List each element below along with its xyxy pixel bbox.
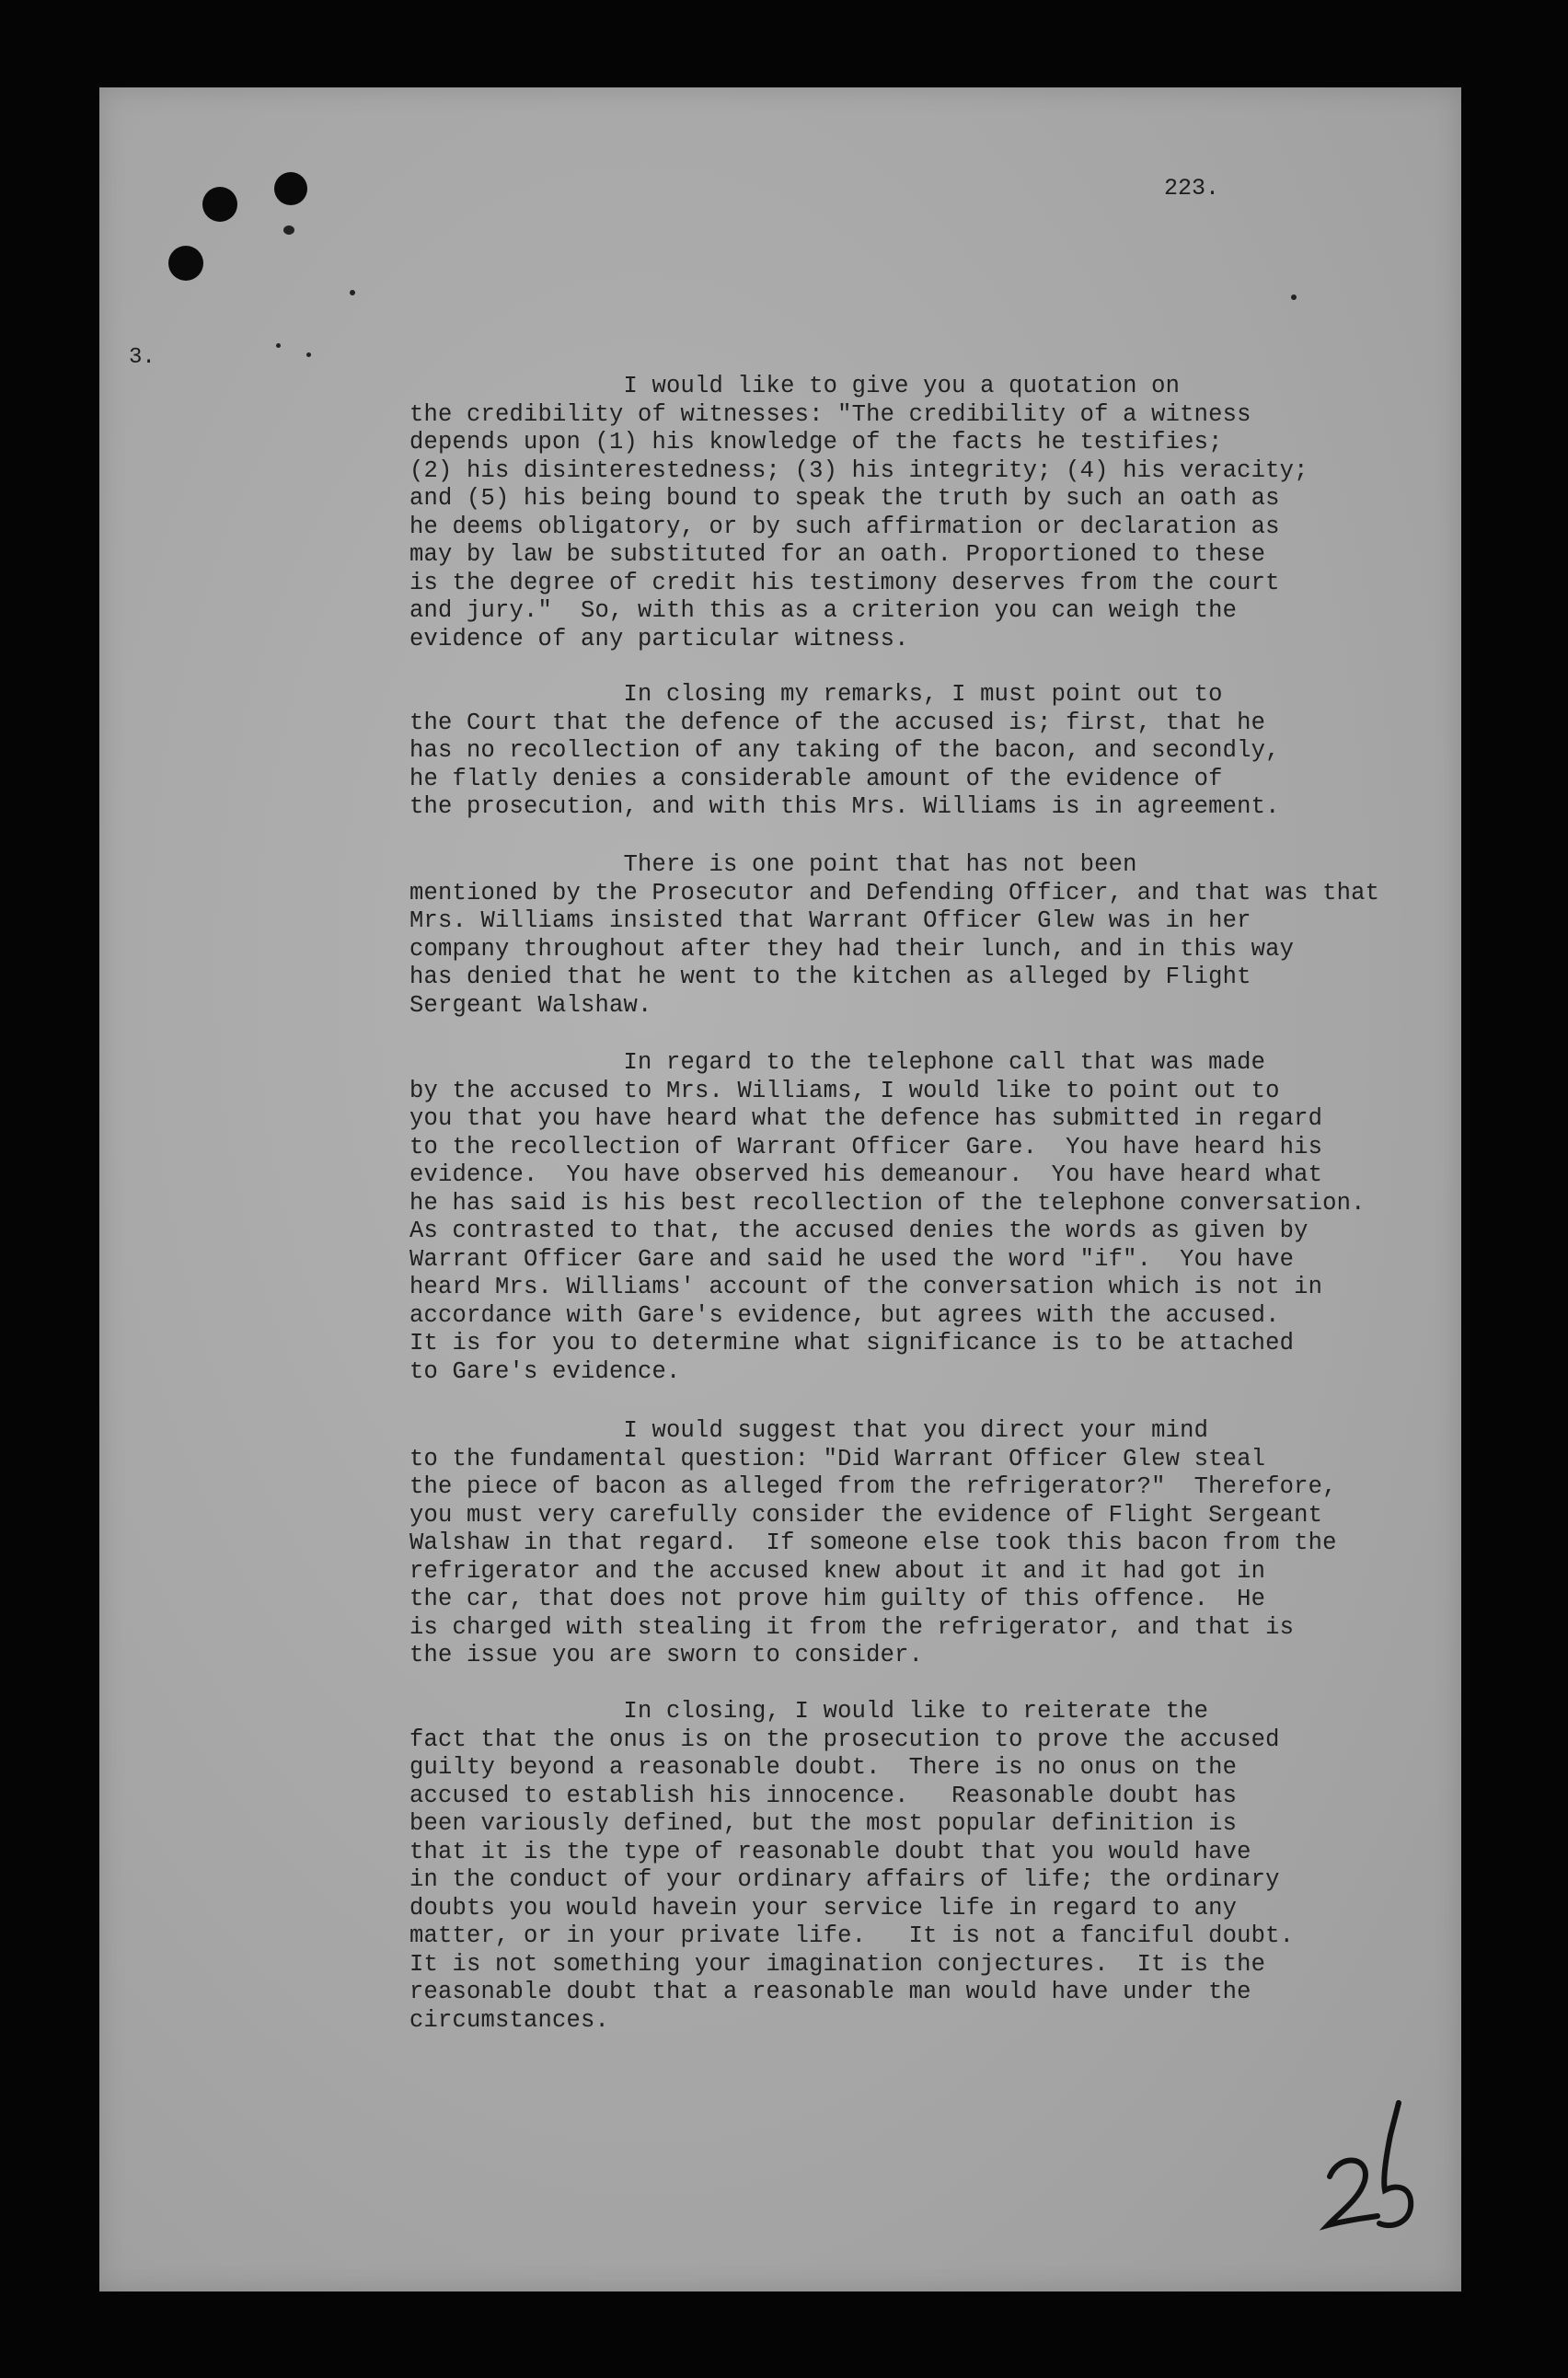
text-line: As contrasted to that, the accused denies the words as given by <box>409 1218 1309 1244</box>
text-line: guilty beyond a reasonable doubt. There is no onus on the <box>409 1754 1238 1781</box>
text-line: Walshaw in that regard. If someone else took this bacon from the <box>409 1530 1337 1556</box>
text-line: I would suggest that you direct your mind <box>409 1417 1209 1444</box>
paragraph-reasonable-doubt <box>409 1698 1294 2035</box>
text-line: been variously defined, but the most popular definition is <box>409 1810 1238 1837</box>
text-line: Sergeant Walshaw. <box>409 991 652 1019</box>
text-line: Mrs. Williams insisted that Warrant Officer Glew was in her <box>409 907 1251 934</box>
text-line: you that you have heard what the defence has submitted in regard <box>409 1105 1323 1132</box>
page-number: 223. <box>1164 175 1220 202</box>
text-line: and (5) his being bound to speak the truth by such an oath as <box>409 485 1280 512</box>
text-line: company throughout after they had their lunch, and in this way <box>409 935 1295 963</box>
text-line: doubts you would havein your service life in regard to any <box>409 1894 1238 1922</box>
text-line: I would like to give you a quotation on <box>409 373 1181 399</box>
text-line: It is not something your imagination conjectures. It is the <box>409 1950 1266 1978</box>
text-line: in the conduct of your ordinary affairs of life; the ordinary <box>409 1866 1280 1893</box>
punch-hole <box>168 246 203 281</box>
text-line: refrigerator and the accused knew about it and it had got in <box>409 1557 1266 1585</box>
text-line: that it is the type of reasonable doubt that you would have <box>409 1838 1251 1865</box>
punch-hole <box>202 187 237 222</box>
text-line: depends upon (1) his knowledge of the facts he testifies; <box>409 429 1223 456</box>
ink-speck <box>350 290 355 295</box>
margin-mark: 3. <box>129 345 156 370</box>
text-line: to the fundamental question: "Did Warrant Officer Glew steal <box>409 1445 1266 1472</box>
text-line: fact that the onus is on the prosecution to prove the accused <box>409 1726 1280 1753</box>
text-line: has no recollection of any taking of the bacon, and secondly, <box>409 737 1280 764</box>
text-line: by the accused to Mrs. Williams, I would like to point out to <box>409 1077 1280 1104</box>
paragraph-question <box>409 1417 1337 1670</box>
paragraph-point <box>409 851 1379 1020</box>
text-line: to the recollection of Warrant Officer Gare. You have heard his <box>409 1133 1323 1160</box>
text-line: is charged with stealing it from the refrigerator, and that is <box>409 1613 1295 1641</box>
text-line: he flatly denies a considerable amount of the evidence of <box>409 765 1223 792</box>
text-line: (2) his disinterestedness; (3) his integrity; (4) his veracity; <box>409 456 1309 484</box>
punch-hole <box>274 172 307 205</box>
ink-speck <box>283 225 294 235</box>
text-line: the piece of bacon as alleged from the refrigerator?" Therefore, <box>409 1473 1337 1500</box>
text-line: the Court that the defence of the accused is; first, that he <box>409 709 1266 736</box>
text-line: In regard to the telephone call that was made <box>409 1049 1266 1076</box>
text-line: to Gare's evidence. <box>409 1357 681 1385</box>
text-line: In closing, I would like to reiterate the <box>409 1698 1209 1725</box>
text-line: Warrant Officer Gare and said he used the word "if". You have <box>409 1245 1295 1273</box>
text-line: he has said is his best recollection of the telephone conversation. <box>409 1189 1366 1217</box>
text-line: is the degree of credit his testimony deserves from the court <box>409 569 1280 596</box>
handwritten-folio-number <box>1311 2098 1422 2236</box>
ink-speck <box>306 352 311 357</box>
ink-speck <box>276 343 281 348</box>
text-line: circumstances. <box>409 2006 610 2034</box>
text-line: the credibility of witnesses: "The credibility of a witness <box>409 400 1251 428</box>
text-line: accused to establish his innocence. Reasonable doubt has <box>409 1782 1238 1809</box>
text-line: In closing my remarks, I must point out to <box>409 681 1223 708</box>
text-line: he deems obligatory, or by such affirmation or declaration as <box>409 513 1280 540</box>
text-line: you must very carefully consider the evidence of Flight Sergeant <box>409 1501 1323 1529</box>
text-line: the prosecution, and with this Mrs. Williams is in agreement. <box>409 793 1280 820</box>
text-line: evidence. You have observed his demeanour. You have heard what <box>409 1161 1323 1188</box>
ink-speck <box>1291 294 1297 300</box>
text-line: accordance with Gare's evidence, but agrees with the accused. <box>409 1301 1280 1329</box>
text-line: and jury." So, with this as a criterion you can weigh the <box>409 597 1238 624</box>
text-line: the issue you are sworn to consider. <box>409 1642 924 1668</box>
text-line: mentioned by the Prosecutor and Defending Officer, and that was that <box>409 879 1380 906</box>
text-line: There is one point that has not been <box>409 851 1137 878</box>
paragraph-telephone <box>409 1049 1366 1386</box>
text-line: the car, that does not prove him guilty of this offence. He <box>409 1586 1266 1612</box>
text-line: evidence of any particular witness. <box>409 625 909 652</box>
paragraph-credibility <box>409 373 1309 653</box>
text-line: It is for you to determine what significance is to be attached <box>409 1330 1295 1356</box>
text-line: matter, or in your private life. It is not a fanciful doubt. <box>409 1922 1295 1949</box>
text-line: heard Mrs. Williams' account of the conversation which is not in <box>409 1274 1323 1300</box>
text-line: has denied that he went to the kitchen as alleged by Flight <box>409 964 1251 990</box>
text-line: may by law be substituted for an oath. Proportioned to these <box>409 541 1266 568</box>
text-line: reasonable doubt that a reasonable man would have under the <box>409 1979 1251 2005</box>
paragraph-defence <box>409 681 1280 822</box>
